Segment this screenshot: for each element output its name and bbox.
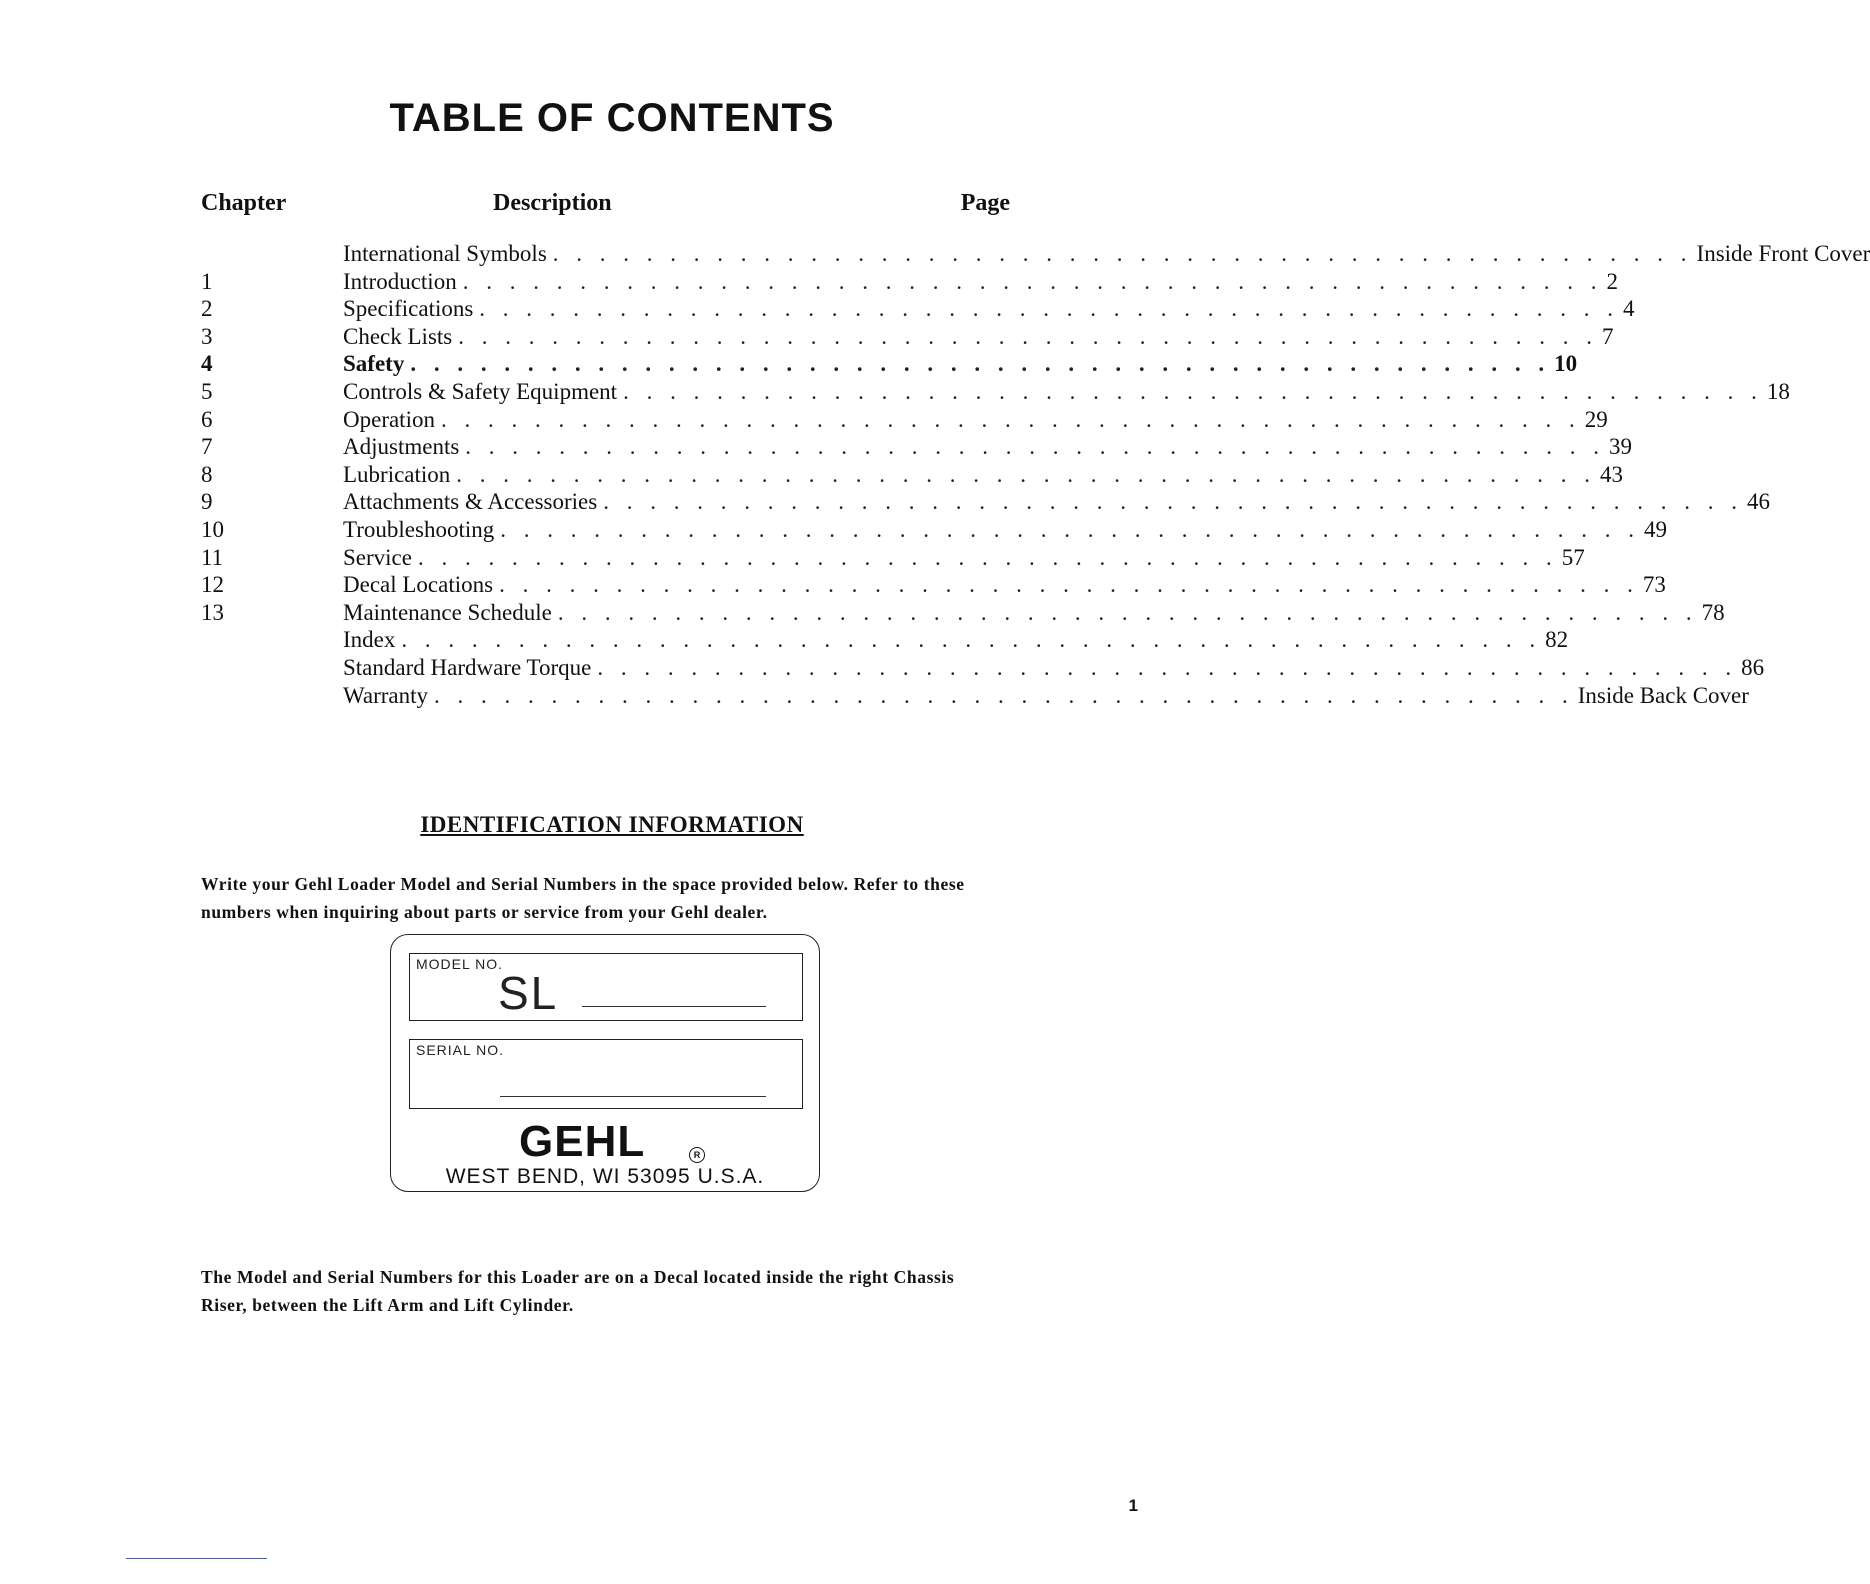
toc-leader-dots: . . . . . . . . . . . . . . . . . . . . . . . . . . . . . . . . . . . . . . . . . . . . . . . . . [434,682,1574,708]
toc-chapter-number: 12 [201,572,224,598]
toc-entry [343,571,1666,599]
toc-leader-dots: . . . . . . . . . . . . . . . . . . . . . . . . . . . . . . . . . . . . . . . . . . . . . . . . . [597,654,1738,680]
toc-page-number: Inside Back Cover [1577,682,1749,708]
column-header-chapter: Chapter [201,190,287,216]
gehl-logo: GEHL [519,1117,646,1166]
serial-number-label: SERIAL NO. [416,1042,505,1058]
toc-entry [343,461,1624,489]
toc-leader-dots: . . . . . . . . . . . . . . . . . . . . . . . . . . . . . . . . . . . . . . . . . . . . . . . . . [479,296,1620,322]
toc-page-number: 82 [1545,627,1569,653]
toc-entry [343,350,1578,378]
toc-entry [343,406,1608,434]
toc-entry [343,488,1770,516]
toc-entry [343,240,1870,268]
page-title: TABLE OF CONTENTS [389,96,835,140]
toc-description: Lubrication [343,461,451,487]
toc-chapter-number: 9 [201,489,213,515]
identification-intro: Write your Gehl Loader Model and Serial Numbers in the space provided below. Refer to these numbers when inquiring about parts or service from your Gehl dealer. [201,874,965,922]
toc-leader-dots: . . . . . . . . . . . . . . . . . . . . . . . . . . . . . . . . . . . . . . . . . . . . . . . . . [557,599,1698,625]
model-number-value: SL [498,967,559,1019]
toc-leader-dots: . . . . . . . . . . . . . . . . . . . . . . . . . . . . . . . . . . . . . . . . . . . . . . . . . [456,461,1597,487]
toc-leader-dots: . . . . . . . . . . . . . . . . . . . . . . . . . . . . . . . . . . . . . . . . . . . . . . . . . [410,351,1551,377]
toc-entry [343,295,1635,323]
model-number-label: MODEL NO. [416,956,504,972]
toc-chapter-number: 13 [201,599,224,625]
toc-description: Safety [343,351,405,377]
toc-page-number: 39 [1609,434,1633,460]
toc-description: Decal Locations [343,572,494,598]
toc-row [0,654,1765,682]
toc-entry [343,433,1633,461]
column-header-description: Description [493,190,612,216]
model-number-box [409,953,803,1021]
toc-chapter-number: 8 [201,461,213,487]
toc-chapter-number: 6 [201,406,213,432]
toc-description: Index [343,627,396,653]
toc-page-number: 43 [1600,461,1624,487]
toc-leader-dots: . . . . . . . . . . . . . . . . . . . . . . . . . . . . . . . . . . . . . . . . . . . . . . . . . [440,406,1581,432]
toc-entry [343,544,1585,572]
toc-description: International Symbols [343,241,547,266]
toc-row [0,268,1618,296]
toc-leader-dots: . . . . . . . . . . . . . . . . . . . . . . . . . . . . . . . . . . . . . . . . . . . . . . . . . [465,434,1606,460]
toc-row [0,488,1770,516]
toc-row [0,544,1585,572]
toc-row [0,626,1569,654]
model-number-blank-line [582,1006,766,1007]
toc-entry [343,323,1614,351]
toc-page-number: 86 [1741,654,1765,680]
toc-leader-dots: . . . . . . . . . . . . . . . . . . . . . . . . . . . . . . . . . . . . . . . . . . . . . . . . . [462,268,1603,294]
toc-description: Adjustments [343,434,460,460]
toc-row [0,378,1790,406]
toc-row [0,433,1633,461]
decal-location-note: The Model and Serial Numbers for this Loader are on a Decal located inside the right Chassis Riser, between the Lift Arm and Lift Cylinder. [201,1267,955,1315]
toc-row [0,323,1614,351]
toc-description: Warranty [343,682,428,708]
toc-description: Troubleshooting [343,516,495,542]
toc-entry [343,654,1765,682]
toc-description: Maintenance Schedule [343,599,552,625]
table-of-contents [0,240,1870,709]
toc-entry [343,378,1790,406]
toc-row [0,682,1749,710]
toc-entry [343,268,1618,296]
toc-chapter-number: 5 [201,378,213,404]
registered-mark-icon: R [689,1147,705,1163]
toc-entry [343,516,1667,544]
page-number: 1 [1128,1496,1138,1515]
toc-page-number: 57 [1561,544,1585,570]
decal-address: WEST BEND, WI 53095 U.S.A. [445,1165,765,1188]
toc-page-number: 73 [1642,572,1666,598]
toc-page-number: 46 [1746,489,1770,515]
toc-entry [343,682,1749,710]
toc-row [0,240,1870,268]
toc-chapter-number: 7 [201,434,213,460]
toc-page-number: 78 [1701,599,1725,625]
toc-chapter-number: 2 [201,296,213,322]
toc-leader-dots: . . . . . . . . . . . . . . . . . . . . . . . . . . . . . . . . . . . . . . . . . . . . . . . . . [417,544,1558,570]
footer-rule [126,1558,267,1559]
toc-chapter-number: 3 [201,323,213,349]
toc-description: Controls & Safety Equipment [343,378,618,404]
toc-description: Specifications [343,296,474,322]
toc-chapter-number: 4 [201,351,213,377]
column-header-page: Page [960,190,1010,216]
toc-leader-dots: . . . . . . . . . . . . . . . . . . . . . . . . . . . . . . . . . . . . . . . . . . . . . . . . . [603,489,1743,515]
toc-row [0,406,1608,434]
toc-description: Service [343,544,412,570]
toc-entry [343,626,1569,654]
toc-row [0,571,1666,599]
toc-leader-dots: . . . . . . . . . . . . . . . . . . . . . . . . . . . . . . . . . . . . . . . . . . . . . . . . . [499,572,1639,598]
toc-description: Attachments & Accessories [343,489,598,515]
toc-page-number: 18 [1766,378,1790,404]
toc-leader-dots: . . . . . . . . . . . . . . . . . . . . . . . . . . . . . . . . . . . . . . . . . . . . . . . . . [458,323,1598,349]
toc-page-number: 2 [1606,268,1618,294]
toc-chapter-number: 1 [201,268,213,294]
toc-page-number: 7 [1602,323,1614,349]
toc-leader-dots: . . . . . . . . . . . . . . . . . . . . . . . . . . . . . . . . . . . . . . . . . . . . . . . . . [623,378,1763,404]
toc-page-number: 29 [1584,406,1608,432]
toc-row [0,516,1667,544]
serial-decal [390,934,820,1192]
toc-row [0,461,1624,489]
toc-entry [343,599,1725,627]
toc-description: Introduction [343,268,457,294]
toc-leader-dots: . . . . . . . . . . . . . . . . . . . . . . . . . . . . . . . . . . . . . . . . . . . . . . . . . [401,627,1542,653]
toc-page-number: Inside Front Cover [1696,241,1870,266]
toc-page-number: 49 [1643,516,1667,542]
toc-leader-dots: . . . . . . . . . . . . . . . . . . . . . . . . . . . . . . . . . . . . . . . . . . . . . . . . . [500,516,1640,542]
toc-page-number: 10 [1554,351,1578,377]
toc-description: Check Lists [343,323,453,349]
toc-page-number: 4 [1623,296,1635,322]
toc-row [0,350,1578,378]
toc-row [0,599,1725,627]
toc-row [0,295,1635,323]
serial-number-box [409,1039,803,1109]
toc-chapter-number: 11 [201,544,224,570]
toc-leader-dots: . . . . . . . . . . . . . . . . . . . . . . . . . . . . . . . . . . . . . . . . . . . . . . . . . [552,241,1693,266]
identification-title: IDENTIFICATION INFORMATION [420,812,804,837]
toc-description: Standard Hardware Torque [343,654,592,680]
serial-number-blank-line [500,1096,766,1097]
toc-chapter-number: 10 [201,516,224,542]
toc-description: Operation [343,406,435,432]
